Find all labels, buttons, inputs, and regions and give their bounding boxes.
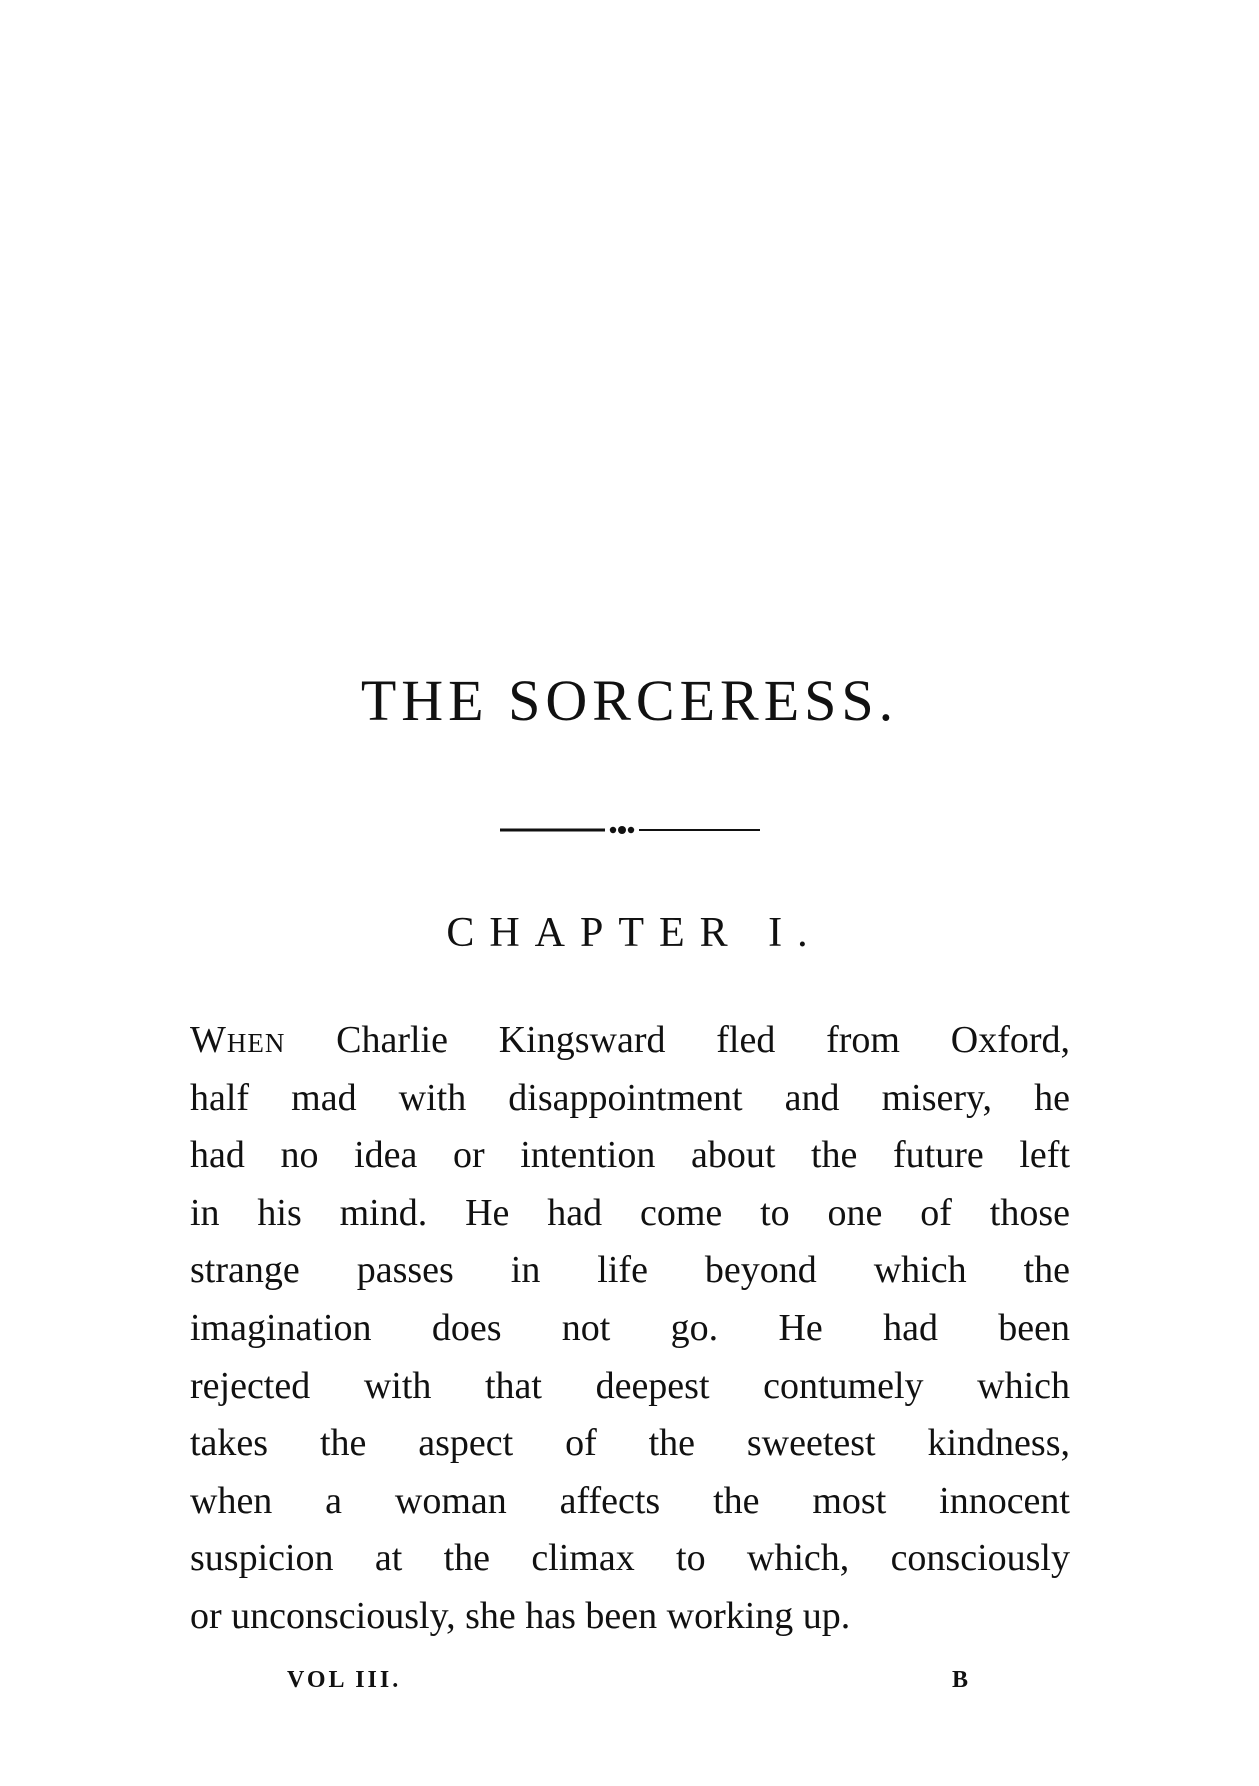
- text-line: when a woman affects the most innocent: [190, 1479, 1070, 1522]
- text-line: in his mind. He had come to one of those: [190, 1191, 1070, 1234]
- gathering-signature: B: [952, 1667, 969, 1693]
- dropcap-word: When: [190, 1019, 286, 1061]
- body-paragraph: [190, 1012, 1070, 1646]
- text-line: rejected with that deepest contumely which: [190, 1364, 1070, 1407]
- text-line: or unconsciously, she has been working up.: [190, 1594, 851, 1637]
- text-line: When Charlie Kingsward fled from Oxford,: [190, 1019, 1070, 1061]
- text-line: takes the aspect of the sweetest kindness,: [190, 1422, 1070, 1465]
- chapter-heading: CHAPTER I.: [446, 910, 823, 956]
- text-line: imagination does not go. He had been: [190, 1306, 1070, 1349]
- text-line: suspicion at the climax to which, consciously: [190, 1537, 1070, 1580]
- text-line: strange passes in life beyond which the: [190, 1249, 1070, 1292]
- text-line: had no idea or intention about the future left: [190, 1134, 1070, 1177]
- ornament-divider: [500, 820, 760, 840]
- text-line: half mad with disappointment and misery, he: [190, 1076, 1070, 1119]
- volume-signature: VOL III.: [287, 1667, 402, 1693]
- book-title: THE SORCERESS.: [360, 668, 899, 733]
